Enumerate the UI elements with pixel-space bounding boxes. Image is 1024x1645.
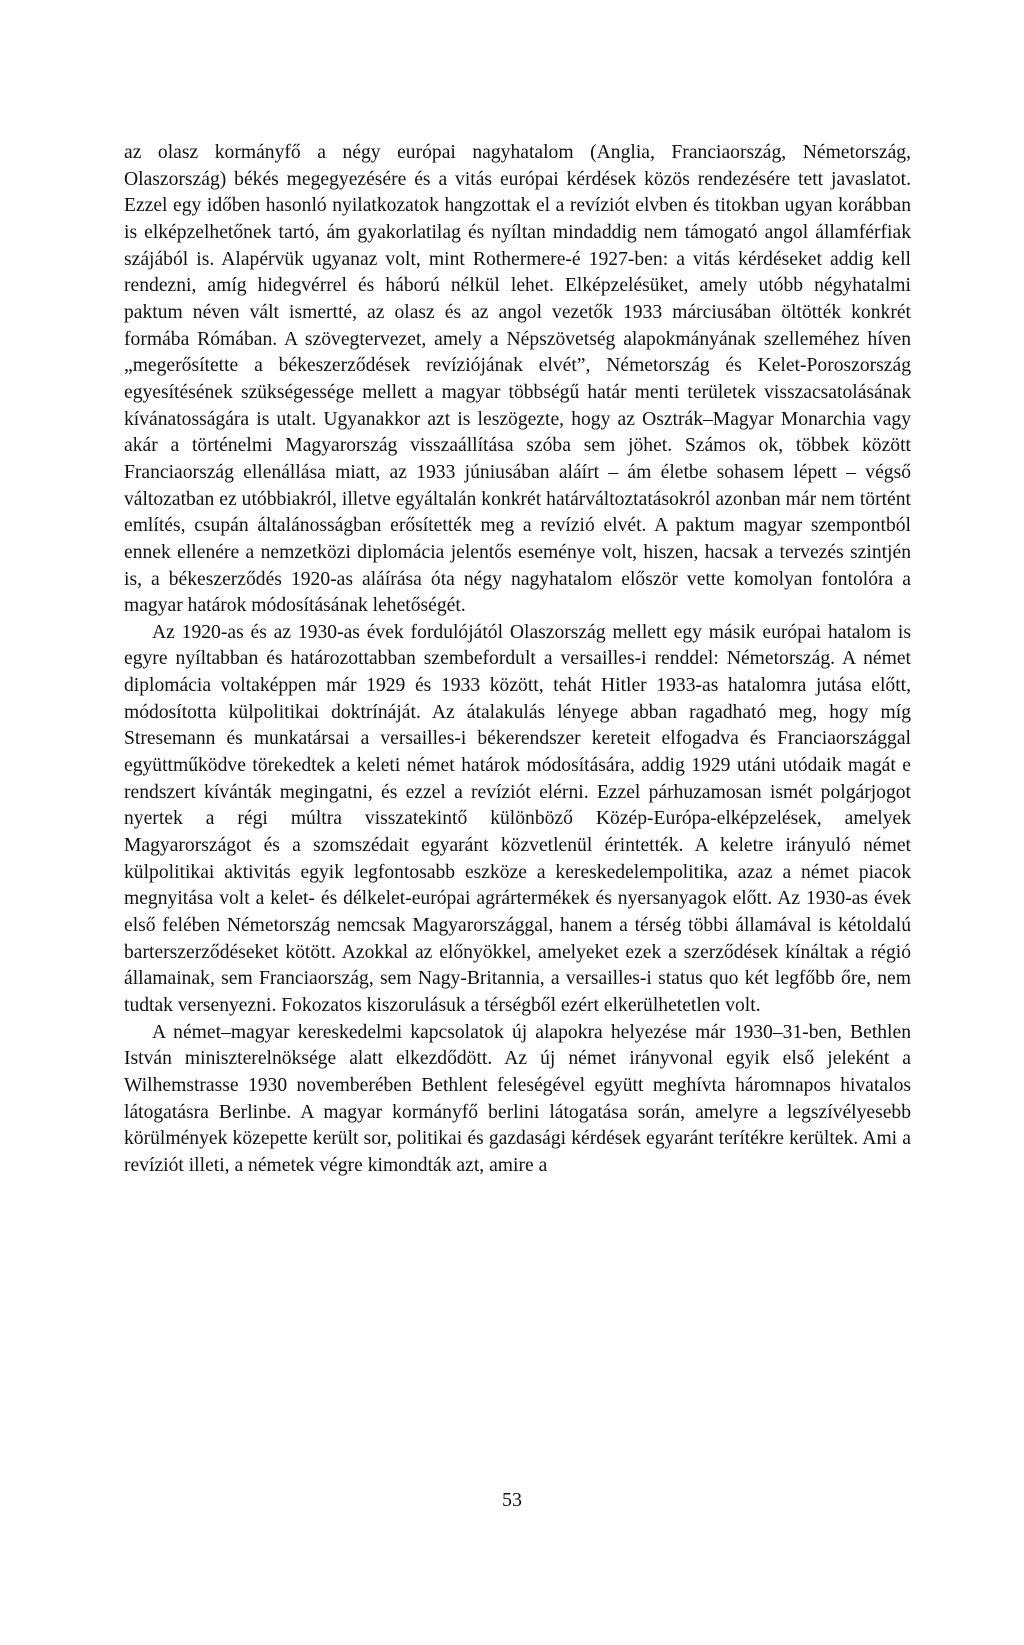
paragraph-german-hungarian-trade: A német–magyar kereskedelmi kapcsolatok új alapokra helyezése már 1930–31-ben, Bethlen István miniszterelnöksége alatt elkezdődött. Az új német irányvonal egyik első jeleként a Wilhemstrasse 1930 novemberében Bethlent feleségével együtt meghívta háromnapos hivatalos látogatásra Berlinbe. A magyar kormányfő berlini látogatása során, amelyre a legszívélyesebb körülmények közepette került sor, politikai és gazdasági kérdések egyaránt terítékre kerültek. Ami a revíziót illeti, a németek végre kimondták azt, amire a: [124, 1021, 911, 1176]
paragraph-germany-revision: Az 1920-as és az 1930-as évek fordulójától Olaszország mellett egy másik európai hatalom is egyre nyíltabban és határozottabban szembefordult a versailles-i renddel: Németország. A német diplomácia voltaképpen már 1929 és 1933 között, tehát Hitler 1933-as hatalomra jutása előtt, módosította külpolitikai doktrínáját. Az átalakulás lényege abban ragadható meg, hogy míg Stresemann és munkatársai a versailles-i békerendszer kereteit elfogadva és Franciaországgal együttműködve törekedtek a keleti német határok módosítására, addig 1929 utáni utódaik magát e rendszert kívánták megingatni, és ezzel a revíziót elérni. Ezzel párhuzamosan ismét polgárjogot nyertek a régi múltra visszatekintő különböző Közép-Európa-elképzelések, amelyek Magyarországot és a szomszédait egyaránt közvetlenül érintették. A keletre irányuló német külpolitikai aktivitás egyik legfontosabb eszköze a kereskedelempolitika, azaz a német piacok megnyitása volt a kelet- és délkelet-európai agrártermékek és nyersanyagok előtt. Az 1930-as évek első felében Németország nemcsak Magyarországgal, hanem a térség többi államával is kétoldalú barterszerződéseket kötött. Azokkal az előnyökkel, amelyeket ezek a szerződések kínáltak a régió államainak, sem Franciaország, sem Nagy-Britannia, a versailles-i status quo két legfőbb őre, nem tudtak versenyezni. Fokozatos kiszorulásuk a térségből ezért elkerülhetetlen volt.: [124, 621, 911, 1016]
page-number: 53: [502, 1489, 522, 1511]
body-text: [124, 140, 911, 1180]
paragraph-continued: az olasz kormányfő a négy európai nagyhatalom (Anglia, Franciaország, Németország, Olaszország) békés megegyezésére és a vitás európai kérdések közös rendezésére tett javaslatot. Ezzel egy időben hasonló nyilatkozatok hangzottak el a revíziót elvben és titokban ugyan korábban is elképzelhetőnek tartó, ám gyakorlatilag és nyíltan mindaddig nem támogató angol államférfiak szájából is. Alapérvük ugyanaz volt, mint Rothermere-é 1927-ben: a vitás kérdéseket addig kell rendezni, amíg hidegvérrel és háború nélkül lehet. Elképzelésüket, amely utóbb négyhatalmi paktum néven vált ismertté, az olasz és az angol vezetők 1933 márciusában öltötték konkrét formába Rómában. A szövegtervezet, amely a Népszövetség alapokmányának szelleméhez híven „megerősítette a békeszerződések revíziójának elvét”, Németország és Kelet-Poroszország egyesítésének szükségessége mellett a magyar többségű határ menti területek visszacsatolásának kívánatosságára is utalt. Ugyanakkor azt is leszögezte, hogy az Osztrák–Magyar Monarchia vagy akár a történelmi Magyarország visszaállítása szóba sem jöhet. Számos ok, többek között Franciaország ellenállása miatt, az 1933 júniusában aláírt – ám életbe sohasem lépett – végső változatban ez utóbbiakról, illetve egyáltalán konkrét határváltoztatásokról azonban már nem történt említés, csupán általánosságban erősítették meg a revízió elvét. A paktum magyar szempontból ennek ellenére a nemzetközi diplomácia jelentős eseménye volt, hiszen, hacsak a tervezés szintjén is, a békeszerződés 1920-as aláírása óta négy nagyhatalom először vette komolyan fontolóra a magyar határok módosításának lehetőségét.: [124, 142, 911, 617]
